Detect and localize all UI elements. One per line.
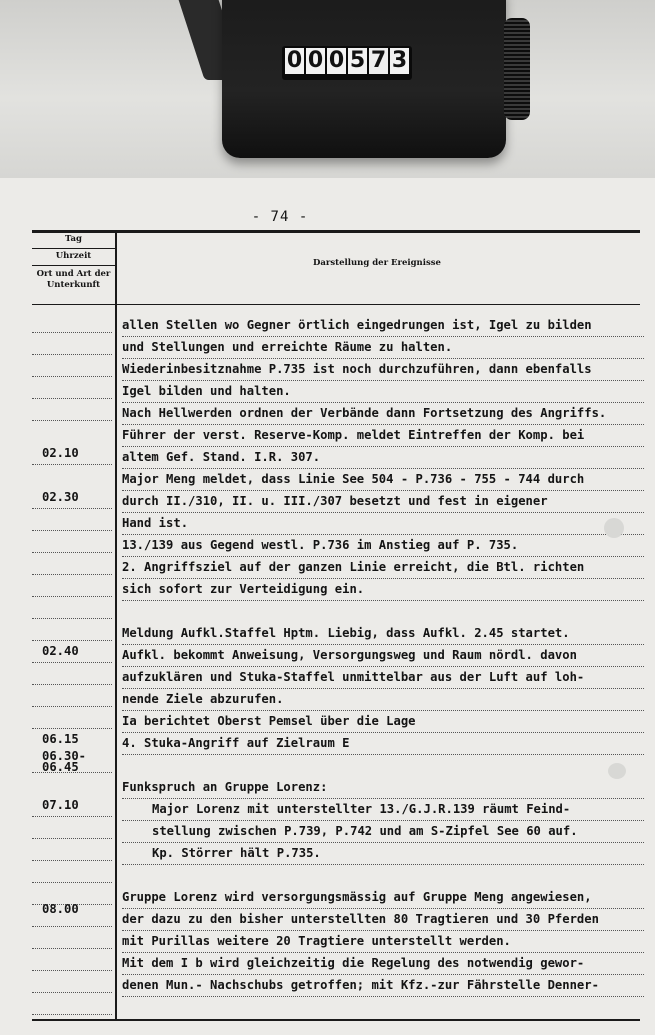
punch-hole-mark: [604, 518, 624, 538]
counter-digit: 3: [391, 48, 408, 73]
time-entry: 07.10: [42, 798, 79, 812]
header-darstellung: Darstellung der Ereignisse: [313, 258, 441, 268]
text-line: Wiederinbesitznahme P.735 ist noch durchzuführen, dann ebenfalls: [122, 358, 644, 381]
time-entry: 06.45: [42, 760, 79, 774]
left-row-rule: [32, 706, 112, 707]
page-number: - 74 -: [251, 209, 309, 225]
text-line: durch II./310, II. u. III./307 besetzt und fest in eigener: [122, 490, 644, 513]
left-row-rule: [32, 354, 112, 355]
text-line: Major Meng meldet, dass Linie See 504 - P.736 - 755 - 744 durch: [122, 468, 644, 491]
left-row-rule: [32, 398, 112, 399]
left-row-rule: [32, 332, 112, 333]
table-bottom-rule: [32, 1019, 640, 1021]
punch-hole-mark: [608, 763, 626, 779]
header-separator: [32, 248, 115, 249]
counter-photo: [0, 0, 655, 178]
text-line: sich sofort zur Verteidigung ein.: [122, 578, 644, 601]
counter-digit: 0: [307, 48, 324, 73]
text-line: Hand ist.: [122, 512, 644, 535]
left-row-rule: [32, 684, 112, 685]
text-line: und Stellungen und erreichte Räume zu halten.: [122, 336, 644, 359]
left-row-rule: [32, 464, 112, 465]
left-row-rule: [32, 838, 112, 839]
text-line: altem Gef. Stand. I.R. 307.: [122, 446, 644, 469]
left-row-rule: [32, 882, 112, 883]
left-row-rule: [32, 508, 112, 509]
text-line: Nach Hellwerden ordnen der Verbände dann Fortsetzung des Angriffs.: [122, 402, 644, 425]
text-line: mit Purillas weitere 20 Tragtiere unterstellt werden.: [122, 930, 644, 953]
time-entry: 06.30-: [42, 749, 87, 763]
text-line: 4. Stuka-Angriff auf Zielraum E: [122, 732, 644, 755]
text-line: Kp. Störrer hält P.735.: [122, 842, 644, 865]
counter-knob: [504, 18, 530, 120]
counter-digit: 5: [349, 48, 366, 73]
text-line: nende Ziele abzurufen.: [122, 688, 644, 711]
left-row-rule: [32, 860, 112, 861]
counter-digit: 0: [286, 48, 303, 73]
text-line: Mit dem I b wird gleichzeitig die Regelung des notwendig gewor-: [122, 952, 644, 975]
header-bottom-rule: [32, 304, 640, 305]
text-line: 2. Angriffsziel auf der ganzen Linie erreicht, die Btl. richten: [122, 556, 644, 579]
left-row-rule: [32, 574, 112, 575]
text-line: der dazu zu den bisher unterstellten 80 Tragtieren und 30 Pferden: [122, 908, 644, 931]
header-tag: Tag: [65, 234, 82, 244]
left-row-rule: [32, 970, 112, 971]
left-row-rule: [32, 376, 112, 377]
text-line: 13./139 aus Gegend westl. P.736 im Anstieg auf P. 735.: [122, 534, 644, 557]
left-row-rule: [32, 596, 112, 597]
text-line: Aufkl. bekommt Anweisung, Versorgungsweg und Raum nördl. davon: [122, 644, 644, 667]
left-row-rule: [32, 992, 112, 993]
text-line: aufzuklären und Stuka-Staffel unmittelbar aus der Luft auf loh-: [122, 666, 644, 689]
time-entry: 02.30: [42, 490, 79, 504]
header-separator: [32, 265, 115, 266]
text-line: Führer der verst. Reserve-Komp. meldet Eintreffen der Komp. bei: [122, 424, 644, 447]
left-row-rule: [32, 816, 112, 817]
left-row-rule: [32, 926, 112, 927]
left-row-rule: [32, 618, 112, 619]
time-entry: 02.40: [42, 644, 79, 658]
counter-readout: [282, 46, 412, 80]
counter-digit: 0: [328, 48, 345, 73]
left-row-rule: [32, 552, 112, 553]
left-row-rule: [32, 948, 112, 949]
text-line: Major Lorenz mit unterstellter 13./G.J.R.139 räumt Feind-: [122, 798, 644, 821]
document-page: [0, 178, 655, 1035]
left-row-rule: [32, 662, 112, 663]
text-line: Igel bilden und halten.: [122, 380, 644, 403]
text-line: stellung zwischen P.739, P.742 und am S-Zipfel See 60 auf.: [122, 820, 644, 843]
table-top-rule: [32, 230, 640, 233]
text-line: allen Stellen wo Gegner örtlich eingedrungen ist, Igel zu bilden: [122, 314, 644, 337]
text-line: Funkspruch an Gruppe Lorenz:: [122, 776, 644, 799]
text-line: Ia berichtet Oberst Pemsel über die Lage: [122, 710, 644, 733]
left-row-rule: [32, 530, 112, 531]
column-divider: [115, 230, 117, 1020]
counter-digit: 7: [370, 48, 387, 73]
header-ort: Ort und Art der Unterkunft: [36, 269, 111, 290]
left-row-rule: [32, 420, 112, 421]
time-entry: 06.15: [42, 732, 79, 746]
text-line: denen Mun.- Nachschubs getroffen; mit Kfz.-zur Fährstelle Denner-: [122, 974, 644, 997]
time-entry: 02.10: [42, 446, 79, 460]
left-row-rule: [32, 1014, 112, 1015]
time-entry: 08.00: [42, 902, 79, 916]
text-line: Gruppe Lorenz wird versorgungsmässig auf Gruppe Meng angewiesen,: [122, 886, 644, 909]
header-uhrzeit: Uhrzeit: [55, 251, 92, 261]
text-line: Meldung Aufkl.Staffel Hptm. Liebig, dass Aufkl. 2.45 startet.: [122, 622, 644, 645]
